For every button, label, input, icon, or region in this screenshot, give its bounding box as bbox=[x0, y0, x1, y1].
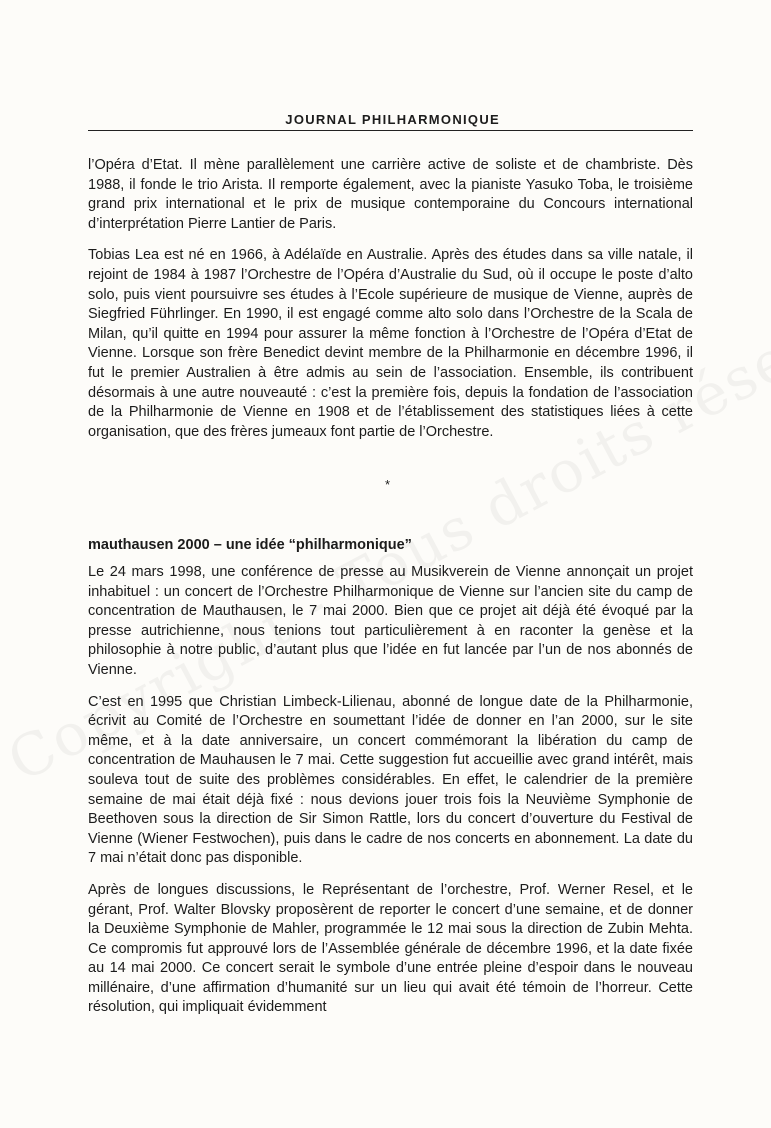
journal-title: JOURNAL PHILHARMONIQUE bbox=[285, 112, 500, 127]
section-heading: mauthausen 2000 – une idée “philharmonique” bbox=[88, 537, 412, 553]
paragraph-intro-1: l’Opéra d’Etat. Il mène parallèlement une carrière active de soliste et de chambriste. Dès 1988, il fonde le trio Arista. Il remporte également, avec la pianiste Yasuko Toba, le troisième grand prix international et le prix de musique contemporaine du Concours international d’interprétation Pierre Lantier de Paris. bbox=[88, 157, 693, 232]
section-text-block bbox=[88, 563, 693, 1030]
running-header bbox=[88, 112, 693, 131]
paragraph-section-2: C’est en 1995 que Christian Limbeck-Lilienau, abonné de longue date de la Philharmonie, écrivit au Comité de l’Orchestre en soumettant l’idée de donner en l’an 2000, sur le site même, et à la date anniversaire, un concert commémorant la libération du camp de concentration de Mauhausen le 7 mai. Cette suggestion fut accueillie avec grand intérêt, mais souleva tout de suite des problèmes considérables. En effet, le calendrier de la première semaine de mai était déjà fixé : nous devions jouer trois fois la Neuvième Symphonie de Beethoven sous la direction de Sir Simon Rattle, lors du concert d’ouverture du Festival de Vienne (Wiener Festwochen), puis dans le cadre de nos concerts en abonnement. La date du 7 mai n’était donc pas disponible. bbox=[88, 693, 693, 867]
paragraph-intro-2: Tobias Lea est né en 1966, à Adélaïde en Australie. Après des études dans sa ville natale, il rejoint de 1984 à 1987 l’Orchestre de l’Opéra d’Australie du Sud, où il occupe le poste d’alto solo, puis vient poursuivre ses études à l’Ecole supérieure de musique de Vienne, auprès de Siegfried Führlinger. En 1990, il est engagé comme alto solo dans l’Orchestre de la Scala de Milan, qu’il quitte en 1994 pour assurer la même fonction à l’Orchestre de l’Opéra d’Etat de Vienne. Lorsque son frère Benedict devint membre de la Philharmonie en décembre 1996, il fut le premier Australien à être admis au sein de l’association. Ensemble, ils contribuent désormais à une autre nouveauté : c’est la première fois, depuis la fondation de l’association de la Philharmonie de Vienne en 1908 et de l’établissement des statistiques liées à cette organisation, que des frères jumeaux font partie de l’Orchestre. bbox=[88, 247, 693, 440]
paragraph-section-1: Le 24 mars 1998, une conférence de presse au Musikverein de Vienne annonçait un projet inhabituel : un concert de l’Orchestre Philharmonique de Vienne sur l’ancien site du camp de concentration de Mauthausen, le 7 mai 2000. Bien que ce projet ait déjà été évoqué par la presse autrichienne, nous tenions tout particulièrement à en raconter la genèse et la philosophie à notre public, d’autant plus que l’idée en fut lancée par l’un de nos abonnés de Vienne. bbox=[88, 564, 693, 678]
intro-text-block bbox=[88, 156, 693, 454]
section-separator: * bbox=[385, 477, 391, 492]
paragraph-section-3: Après de longues discussions, le Représentant de l’orchestre, Prof. Werner Resel, et le gérant, Prof. Walter Blovsky proposèrent de reporter le concert d’une semaine, et de donner la Deuxième Symphonie de Mahler, programmée le 12 mai sous la direction de Zubin Mehta. Ce compromis fut approuvé lors de l’Assemblée générale de décembre 1996, et la date fixée au 14 mai 2000. Ce concert serait le symbole d’une entrée pleine d’espoir dans le nouveau millénaire, d’une affirmation d’humanité sur un lieu qui avait été témoin de l’horreur. Cette résolution, qui impliquait évidemment bbox=[88, 881, 693, 1016]
